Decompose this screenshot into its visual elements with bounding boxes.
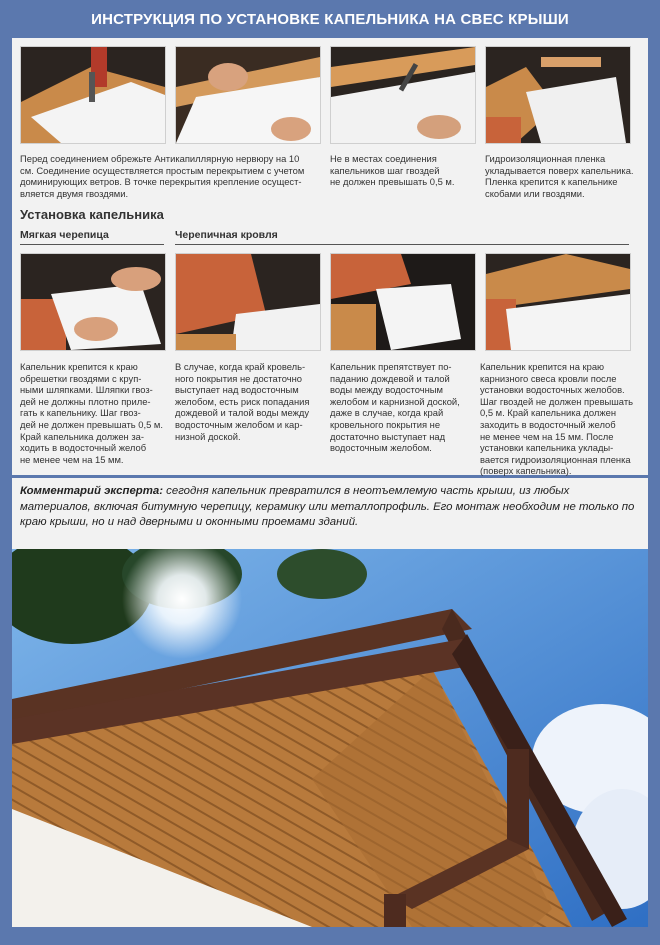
step-caption-2: Не в местах соединения капельников шаг гвоздей не должен превышать 0,5 м. [330,153,455,188]
install-caption-2: В случае, когда край кровель- ного покрытия не достаточно выступает над водосточным желобом, есть риск попадания дождевой и талой воды между водосточным желобом и кар- низной доской. [175,361,310,442]
install-photo-4 [485,253,631,351]
subsection-ceramic-tile: Черепичная кровля [175,229,629,245]
install-caption-3: Капельник препятствует по- паданию дождевой и талой воды между водосточным желобом и карнизной доской, даже в случае, когда край кровельного покрытия не достаточно выступает над водосточным желобом. [330,361,460,454]
expert-comment-label: Комментарий эксперта: [20,485,163,497]
step-photo-1 [20,46,166,144]
expert-comment-text: сегодня капельник превратился в неотъемлемую часть крыши, из любых материалов, включая битумную черепицу, керамику или металлопрофиль. Его монтаж необходим не только по краю крыши, но и над дверными и оконными проемами зданий. [20,485,635,528]
install-photo-1 [20,253,166,351]
instruction-panel [12,38,648,475]
page-title: ИНСТРУКЦИЯ ПО УСТАНОВКЕ КАПЕЛЬНИКА НА СВЕС КРЫШИ [91,10,569,28]
install-photo-3 [330,253,476,351]
step-photo-2 [175,46,321,144]
subsection-soft-tile: Мягкая черепица [20,229,164,245]
step-caption-3: Гидроизоляционная пленка укладывается поверх капельника. Пленка крепится к капельнике скобами или гвоздями. [485,153,634,199]
step-photo-3 [330,46,476,144]
install-photo-2 [175,253,321,351]
section-title: Установка капельника [20,207,164,222]
install-caption-1: Капельник крепится к краю обрешетки гвоздями с круп- ными шляпками. Шляпки гвоз- дей не должны плотно приле- гать к капельнику. Шаг гвоз- дей не должен превышать 0,5 м. Край капельника должен за- ходить в водосточный желоб не менее чем на 15 мм. [20,361,163,465]
roof-eave-photo [12,549,648,927]
install-caption-4: Капельник крепится на краю карнизного свеса кровли после установки водосточных желобов. Шаг гвоздей не должен превышать 0,5 м. Край капельника должен заходить в водосточный желоб не менее чем на 15 мм. После установки капельника уклады- вается гидроизоляционная пленка (поверх капельника). [480,361,633,477]
step-photo-4 [485,46,631,144]
expert-comment [12,478,648,552]
step-caption-1: Перед соединением обрежьте Антикапиллярную нервюру на 10 см. Соединение осуществляется простым перекрытием с учетом доминирующих ветров. В точке перекрытия крепление осущест- вляется двумя гвоздями. [20,153,305,199]
